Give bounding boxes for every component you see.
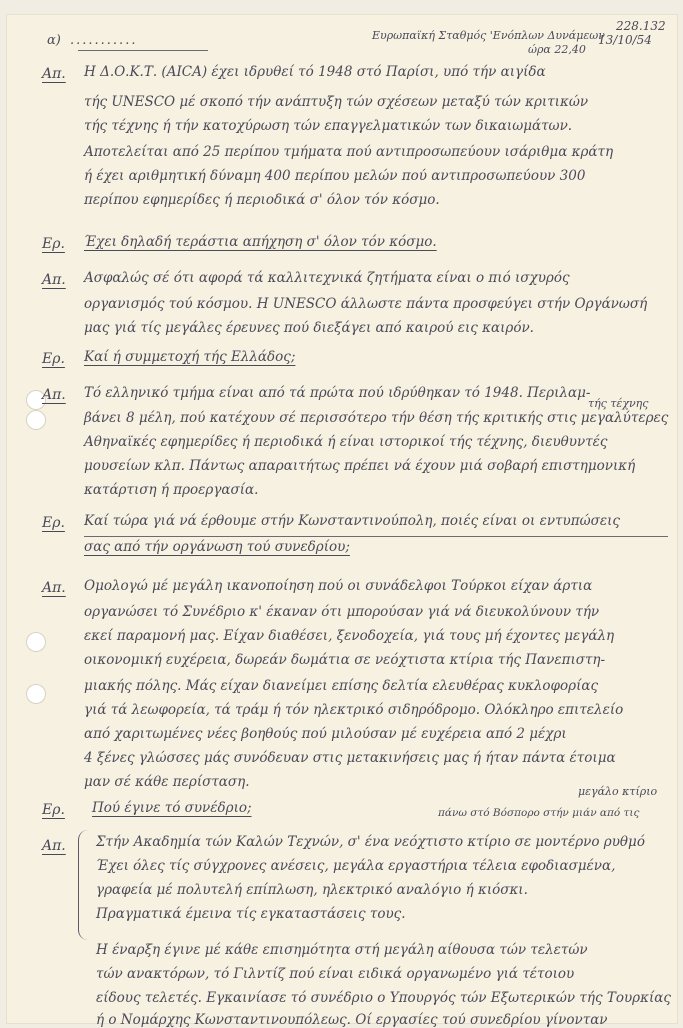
header-underline [78, 50, 208, 51]
punch-hole [26, 632, 46, 652]
header-note: Ευρωπαϊκή Σταθμός 'Ενόπλων Δυνάμεων [372, 29, 605, 42]
label-question: Ερ. [42, 802, 65, 818]
text-line: μαν σέ κάθε περίσταση. [84, 774, 250, 790]
punch-hole [26, 684, 46, 704]
text-line: από χαριτωμένες νέες βοηθούς πού μιλούσαν μέ ευχέρεια από 2 μέχρι [84, 726, 567, 742]
text-line: ή ο Νομάρχης Κωνσταντινουπόλεως. Οί εργασίες τού συνεδρίου γίνονταν [96, 1012, 608, 1028]
question-line: Έχει δηλαδή τεράστια απήχηση σ' όλον τόν κόσμο. [84, 234, 437, 250]
text-line: μας γιά τίς μεγάλες έρευνες πού διεξάγει από καιρού εις καιρόν. [84, 320, 534, 336]
question-line: Καί τώρα γιά νά έρθουμε στήν Κωνσταντινούπολη, ποιές είναι οι εντυπώσεις [84, 513, 620, 529]
item-letter: α) [47, 33, 61, 48]
text-line: εκεί παραμονή μας. Είχαν διαθέσει, ξενοδοχεία, γιά τους μή έχοντες μεγάλη [84, 628, 615, 644]
margin-bracket [78, 830, 93, 940]
text-line: τών ανακτόρων, τό Γιλντίζ πού είναι ειδικά οργανωμένο γιά τέτοιου [96, 966, 575, 982]
text-line: βάνει 8 μέλη, πού κατέχουν σέ περισσότερο τήν θέση τής κριτικής στις μεγαλύτερες [84, 410, 669, 426]
question-underline [84, 536, 668, 537]
text-line: 4 ξένες γλώσσες μάς συνόδευαν στις μετακινήσεις μας ή ήταν πάντα έτοιμα [84, 750, 616, 766]
text-line: Αποτελείται από 25 περίπου τμήματα πού αντιπροσωπεύουν ισάριθμα κράτη [84, 144, 614, 160]
text-line: Στήν Ακαδημία τών Καλών Τεχνών, σ' ένα νεόχτιστο κτίριο σε μοντέρνο ρυθμό [96, 834, 645, 850]
text-line: Η Δ.Ο.Κ.Τ. (AICA) έχει ιδρυθεί τό 1948 στό Παρίσι, υπό τήν αιγίδα [84, 64, 546, 80]
margin-note: πάνω στό Βόσπορο στήν μιάν από τις [438, 807, 640, 819]
label-question: Ερ. [42, 236, 65, 252]
text-line: Τό ελληνικό τμήμα είναι από τά πρώτα πού ιδρύθηκαν τό 1948. Περιλαμ- [84, 385, 591, 401]
text-line: Ομολογώ μέ μεγάλη ικανοποίηση πού οι συνάδελφοι Τούρκοι είχαν άρτια [84, 578, 593, 594]
question-line: σας από τήν οργάνωση τού συνεδρίου; [84, 539, 350, 555]
label-question: Ερ. [42, 515, 65, 531]
header-note-time: ώρα 22,40 [528, 43, 586, 56]
text-line: γιά τά λεωφορεία, τά τράμ ή τόν ηλεκτρικό σιδηρόδρομο. Ολόκληρο επιτελείο [84, 702, 624, 718]
text-line: οργανώσει τό Συνέδριο κ' έκαναν ότι μπορούσαν γιά νά διευκολύνουν τήν [84, 604, 600, 620]
label-answer: Απ. [42, 66, 66, 82]
text-line: μιακής πόλης. Μάς είχαν διανείμει επίσης δελτία ελευθέρας κυκλοφορίας [84, 678, 599, 694]
text-line: είδους τελετές. Εγκαινίασε τό συνέδριο ο Υπουργός τών Εξωτερικών τής Τουρκίας [96, 990, 671, 1006]
text-line: Η έναρξη έγινε μέ κάθε επισημότητα στή μεγάλη αίθουσα τών τελετών [96, 942, 588, 958]
text-line: περίπου εφημερίδες ή περιοδικά σ' όλον τόν κόσμο. [84, 192, 440, 208]
text-line: Ασφαλώς σέ ότι αφορά τά καλλιτεχνικά ζητήματα είναι ο πιό ισχυρός [84, 270, 570, 286]
text-line: οικονομική ευχέρεια, δωρεάν δωμάτια σε νεόχτιστα κτίρια τής Πανεπιστη- [84, 652, 606, 668]
reference-number: 228.132 [616, 19, 666, 33]
label-answer: Απ. [42, 272, 66, 288]
text-line: Πραγματικά έμεινα τίς εγκαταστάσεις τους. [96, 906, 406, 922]
label-question: Ερ. [42, 351, 65, 367]
margin-note: τής τέχνης [588, 397, 649, 410]
text-line: κατάρτιση ή προεργασία. [84, 482, 259, 498]
text-line: Έχει όλες τίς σύγχρονες ανέσεις, μεγάλα εργαστήρια τέλεια εφοδιασμένα, [96, 858, 616, 874]
text-line: τής UNESCO μέ σκοπό τήν ανάπτυξη τών σχέσεων μεταξύ τών κριτικών [84, 94, 589, 110]
text-line: ή έχει αριθμητική δύναμη 400 περίπου μελών πού αντιπροσωπεύουν 300 [84, 168, 586, 184]
text-line: γραφεία μέ πολυτελή επίπλωση, ηλεκτρικό αναλόγιο ή κιόσκι. [96, 882, 528, 898]
date: 13/10/54 [598, 33, 652, 47]
label-answer: Απ. [42, 838, 66, 854]
dotted-line: ........... [70, 33, 138, 48]
punch-hole [26, 410, 46, 430]
label-answer: Απ. [42, 580, 66, 596]
text-line: μουσείων κλπ. Πάντως απαραιτήτως πρέπει νά έχουν μιά σοβαρή επιστημονική [84, 458, 636, 474]
question-line: Καί ή συμμετοχή τής Ελλάδος; [84, 349, 296, 365]
text-line: Αθηναϊκές εφημερίδες ή περιοδικά ή είναι ιστορικοί τής τέχνης, διευθυντές [84, 434, 608, 450]
margin-note: μεγάλο κτίριο [578, 785, 658, 798]
text-line: τής τέχνης ή τήν κατοχύρωση τών επαγγελματικών των δικαιωμάτων. [84, 118, 573, 134]
label-answer: Απ. [42, 387, 66, 403]
question-line: Πού έγινε τό συνέδριο; [92, 800, 252, 816]
text-line: οργανισμός τού κόσμου. Η UNESCO άλλωστε πάντα προσφεύγει στήν Οργάνωσή [84, 296, 648, 312]
